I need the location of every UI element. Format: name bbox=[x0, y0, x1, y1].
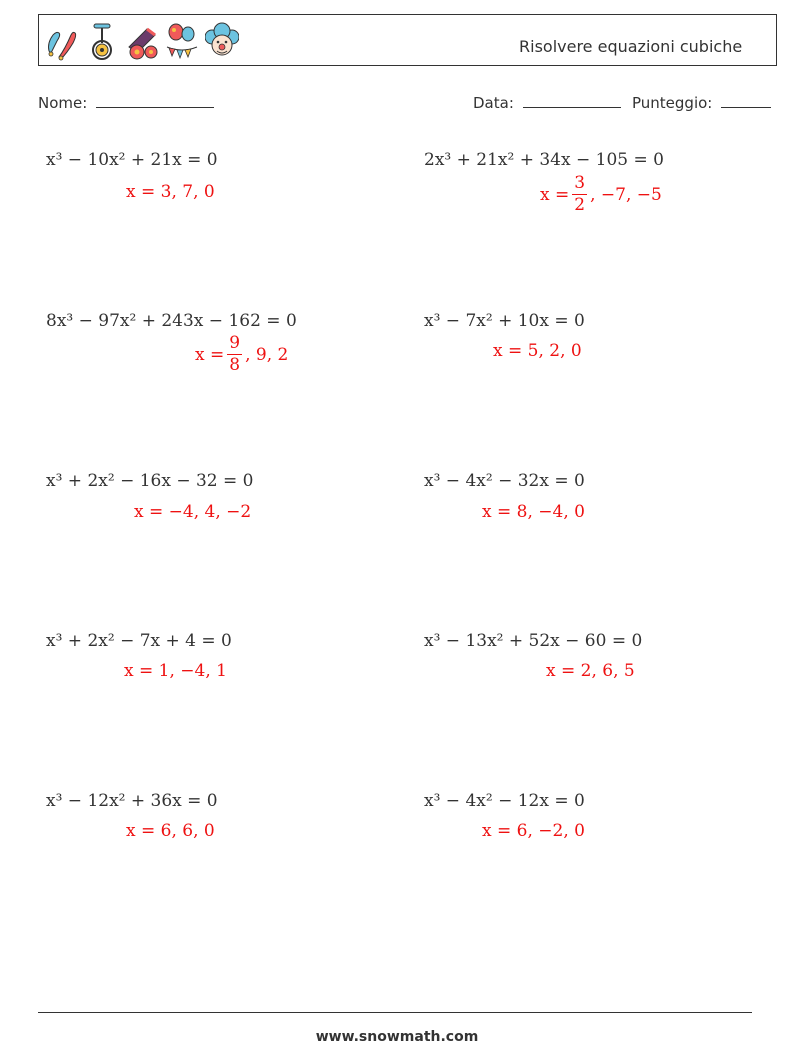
circus-cannon-icon bbox=[125, 21, 159, 61]
answer-1: x = 3, 7, 0 bbox=[126, 182, 215, 202]
score-label: Punteggio: bbox=[632, 94, 713, 112]
fraction-denominator: 8 bbox=[229, 355, 241, 375]
worksheet-header bbox=[38, 14, 777, 66]
fraction-numerator: 9 bbox=[229, 333, 241, 353]
score-blank bbox=[721, 95, 771, 108]
footer-divider bbox=[38, 1012, 752, 1013]
fraction-denominator: 2 bbox=[574, 195, 586, 215]
problem-8: x³ − 13x² + 52x − 60 = 0 bbox=[424, 631, 643, 651]
footer-url[interactable]: www.snowmath.com bbox=[315, 1029, 479, 1045]
header-icons bbox=[45, 19, 239, 63]
answer-10: x = 6, −2, 0 bbox=[482, 821, 585, 841]
date-label: Data: bbox=[473, 94, 514, 112]
name-field bbox=[38, 94, 214, 112]
name-label: Nome: bbox=[38, 94, 88, 112]
problem-1: x³ − 10x² + 21x = 0 bbox=[46, 150, 218, 170]
fraction-numerator: 3 bbox=[574, 173, 586, 193]
problem-3: 8x³ − 97x² + 243x − 162 = 0 bbox=[46, 311, 297, 331]
problem-7: x³ + 2x² − 7x + 4 = 0 bbox=[46, 631, 232, 651]
answer-3-fraction bbox=[227, 335, 242, 374]
answer-5: x = −4, 4, −2 bbox=[134, 502, 252, 522]
answer-8: x = 2, 6, 5 bbox=[546, 661, 635, 681]
unicycle-icon bbox=[85, 21, 119, 61]
problem-2: 2x³ + 21x² + 34x − 105 = 0 bbox=[424, 150, 664, 170]
answer-7: x = 1, −4, 1 bbox=[124, 661, 227, 681]
answer-3-prefix: x = bbox=[195, 344, 225, 365]
score-field bbox=[632, 94, 771, 112]
date-blank bbox=[523, 95, 621, 108]
date-field bbox=[473, 94, 621, 112]
name-blank bbox=[96, 95, 214, 108]
answer-6: x = 8, −4, 0 bbox=[482, 502, 585, 522]
answer-9: x = 6, 6, 0 bbox=[126, 821, 215, 841]
answer-2-prefix: x = bbox=[540, 184, 570, 205]
balloons-bunting-icon bbox=[165, 21, 199, 61]
problem-9: x³ − 12x² + 36x = 0 bbox=[46, 791, 218, 811]
answer-2-rest: , −7, −5 bbox=[590, 184, 662, 205]
answer-4: x = 5, 2, 0 bbox=[493, 341, 582, 361]
juggling-clubs-icon bbox=[45, 21, 79, 61]
worksheet-title: Risolvere equazioni cubiche bbox=[519, 37, 743, 56]
answer-2-fraction bbox=[572, 175, 587, 214]
clown-face-icon bbox=[205, 21, 239, 61]
problem-4: x³ − 7x² + 10x = 0 bbox=[424, 311, 585, 331]
answer-3 bbox=[195, 335, 288, 374]
answer-2 bbox=[540, 175, 662, 214]
answer-3-rest: , 9, 2 bbox=[245, 344, 289, 365]
problem-10: x³ − 4x² − 12x = 0 bbox=[424, 791, 585, 811]
problem-5: x³ + 2x² − 16x − 32 = 0 bbox=[46, 471, 254, 491]
problem-6: x³ − 4x² − 32x = 0 bbox=[424, 471, 585, 491]
